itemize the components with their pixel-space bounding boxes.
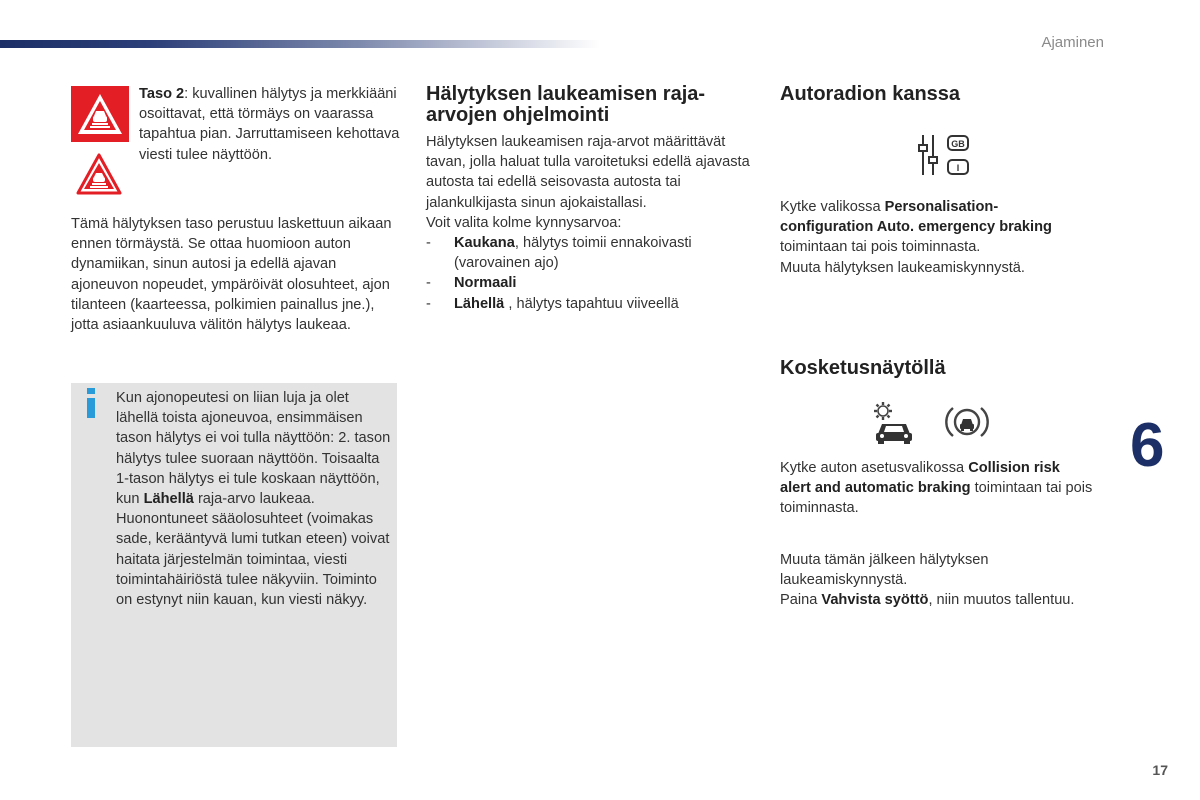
i-label: I	[956, 163, 960, 173]
touchscreen-text-2: Muuta tämän jälkeen hälytyksen laukeamiskynnystä. Paina Vahvista syöttö, niin muutos tallentuu.	[780, 552, 1075, 609]
level2-text: Taso 2: kuvallinen hälytys ja merkkiääni osoittavat, että törmäys on vaarassa tapahtua pian. Jarruttamiseen kehottava viesti tulee näyttöön.	[139, 86, 400, 163]
radio-text: Kytke valikossa Personalisation-configuration Auto. emergency braking toimintaan tai pois toiminnasta. Muuta hälytyksen laukeamiskynnystä.	[780, 199, 1052, 276]
list-item: - Normaali	[426, 275, 517, 292]
brake-assist-icon	[944, 402, 990, 442]
touchscreen-text: Kytke auton asetusvalikossa Collision risk alert and automatic braking toimintaan tai pois toiminnasta.	[780, 460, 1093, 517]
header-bar	[0, 40, 600, 48]
page-number: 17	[1152, 762, 1168, 778]
gb-label: GB	[951, 139, 965, 149]
info-text: Kun ajonopeutesi on liian luja ja olet lähellä toista ajoneuvoa, ensimmäisen tason hälytys ei voi tulla näyttöön: 2. tason hälytys tulee suoraan näyttöön. Toisaalta 1-tason hälytys ei tule koskaan näyttöön, kun Lähellä raja-arvo laukeaa. Huonontuneet sääolosuhteet (voimakas sade, kerääntyvä lumi tutkan eteen) voivat haitata järjestelmän toimintaa, viesti toimintahäiriöstä tulee näkyviin. Toiminto on estynyt niin kauan, kun viesti näkyy.	[116, 390, 391, 609]
thresholds-choose: Voit valita kolme kynnysarvoa:	[426, 214, 622, 231]
car-settings-icon	[870, 400, 918, 444]
list-item: - Kaukana, hälytys toimii ennakoivasti (varovainen ajo)	[426, 235, 692, 272]
outline-alert-icon	[76, 153, 122, 195]
radio-settings-icon	[914, 131, 972, 179]
thresholds-intro: Hälytyksen laukeamisen raja-arvot määrittävät tavan, jolla haluat tulla varoitetuksi edellä ajavasta autosta tai edellä seisovasta autosta tai jalankulkijasta sinun ajokaistallasi.	[426, 134, 750, 211]
filled-alert-icon	[71, 86, 129, 142]
radio-heading: Autoradion kanssa	[780, 83, 961, 105]
touchscreen-heading: Kosketusnäytöllä	[780, 357, 946, 379]
thresholds-body	[426, 132, 750, 314]
collision-paragraph: Tämä hälytyksen taso perustuu laskettuun aikaan ennen törmäystä. Se ottaa huomioon auton dynamiikan, sinun autosi ja edellä ajavan ajoneuvon nopeudet, ympäröivät olosuhteet, ajon tilanteen (kaarteessa, polkimien painallus jne.), jotta asiaankuuluva välitön hälytys laukeaa.	[71, 216, 392, 334]
list-item: - Lähellä , hälytys tapahtuu viiveellä	[426, 295, 679, 312]
info-icon	[83, 388, 99, 418]
chapter-number: 6	[1130, 411, 1165, 480]
section-title: Ajaminen	[1041, 34, 1104, 51]
thresholds-heading: Hälytyksen laukeamisen raja-arvojen ohjelmointi	[426, 83, 706, 126]
